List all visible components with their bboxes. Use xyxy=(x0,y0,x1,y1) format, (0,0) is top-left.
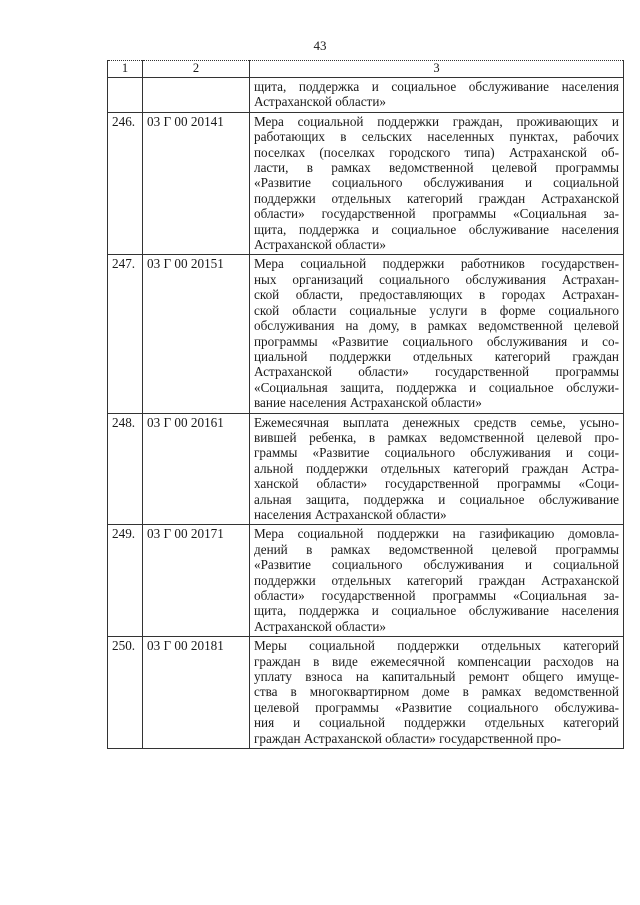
description-line: области» государственной программы «Социальная за- xyxy=(254,206,619,222)
description-cell xyxy=(250,255,624,413)
table-row xyxy=(108,255,624,413)
description-line: поселках (поселках городского типа) Астраханской об- xyxy=(254,144,619,160)
description-line: поддержки отдельных категорий граждан Астраханской xyxy=(254,572,619,588)
header-cell-1: 1 xyxy=(108,61,143,78)
description-line: вившей ребенка, в рамках ведомственной целевой про- xyxy=(254,429,619,445)
description-line: щита, поддержка и социальное обслуживание населения xyxy=(254,221,619,237)
row-number: 246. xyxy=(108,112,143,255)
description-line: ния и социальной поддержки отдельных категорий xyxy=(254,715,619,731)
description-line: Мера социальной поддержки на газификацию домовла- xyxy=(254,526,619,542)
row-number: 250. xyxy=(108,637,143,749)
description-line: Меры социальной поддержки отдельных категорий xyxy=(254,638,619,654)
description-line: щита, поддержка и социальное обслуживание населения xyxy=(254,79,619,94)
description-line: ской области социальные услуги в форме социального xyxy=(254,302,619,318)
description-line: населения Астраханской области» xyxy=(254,506,447,522)
description-line: Мера социальной поддержки граждан, проживающих и xyxy=(254,113,619,129)
table-header-row xyxy=(108,61,624,78)
description-line: альная защита, поддержка и социальное обслуживание xyxy=(254,491,619,507)
description-cell xyxy=(250,413,624,525)
description-line: обслуживания на дому, в рамках ведомственной целевой xyxy=(254,318,619,334)
row-number: 249. xyxy=(108,525,143,637)
table-row xyxy=(108,413,624,525)
row-number: 247. xyxy=(108,255,143,413)
description-cell xyxy=(250,78,624,113)
description-line: «Развитие социального обслуживания и социальной xyxy=(254,175,619,191)
description-line: Мера социальной поддержки работников государствен- xyxy=(254,256,619,272)
description-cell xyxy=(250,112,624,255)
table-row xyxy=(108,112,624,255)
description-line: альной поддержки отдельных категорий граждан Астра- xyxy=(254,460,619,476)
row-number: 248. xyxy=(108,413,143,525)
description-line: программы «Развитие социального обслуживания и со- xyxy=(254,333,619,349)
header-cell-3: 3 xyxy=(250,61,624,78)
description-cell xyxy=(250,525,624,637)
classification-code: 03 Г 00 20161 xyxy=(143,413,250,525)
budget-classification-table xyxy=(107,60,624,749)
description-line: ской области, предоставляющих в городах Астрахан- xyxy=(254,287,619,303)
table-row xyxy=(108,637,624,749)
description-line: ханской области» государственной программы «Соци- xyxy=(254,476,619,492)
description-line: уплату взноса на капитальный ремонт общего имуще- xyxy=(254,669,619,685)
description-line: области» государственной программы «Социальная за- xyxy=(254,588,619,603)
classification-code: 03 Г 00 20171 xyxy=(143,525,250,637)
classification-code: 03 Г 00 20151 xyxy=(143,255,250,413)
description-line: граждан в виде ежемесячной компенсации расходов на xyxy=(254,653,619,669)
classification-code: 03 Г 00 20181 xyxy=(143,637,250,749)
empty-cell xyxy=(143,78,250,113)
page-number: 43 xyxy=(313,38,327,53)
description-line: ласти, в рамках ведомственной целевой программы xyxy=(254,160,619,176)
description-line: циальной поддержки отдельных категорий граждан xyxy=(254,348,619,364)
header-cell-2: 2 xyxy=(143,61,250,78)
description-line: Астраханской области» xyxy=(254,237,386,253)
description-line: Астраханской области» xyxy=(254,94,386,110)
description-line: граждан Астраханской области» государственной про- xyxy=(254,730,562,746)
description-line: «Социальная защита, поддержка и социальное обслужи- xyxy=(254,379,619,395)
classification-code: 03 Г 00 20141 xyxy=(143,112,250,255)
description-line: ства в многоквартирном доме в рамках ведомственной xyxy=(254,684,619,700)
description-line: Астраханской области» xyxy=(254,618,386,634)
description-cell xyxy=(250,637,624,749)
description-line: ных организаций социального обслуживания Астрахан- xyxy=(254,271,619,287)
description-line: «Развитие социального обслуживания и социальной xyxy=(254,557,619,573)
description-line: Астраханской области» государственной программы xyxy=(254,364,619,380)
description-line: граммы «Развитие социального обслуживания и соци- xyxy=(254,445,619,461)
description-line: вание населения Астраханской области» xyxy=(254,395,482,411)
description-line: целевой программы «Развитие социального обслужива- xyxy=(254,699,619,715)
description-line: Ежемесячная выплата денежных средств семье, усыно- xyxy=(254,414,619,430)
description-line: работающих в сельских населенных пунктах, рабочих xyxy=(254,129,619,145)
description-line: дений в рамках ведомственной целевой программы xyxy=(254,541,619,557)
table-row xyxy=(108,525,624,637)
empty-cell xyxy=(108,78,143,113)
description-line: поддержки отдельных категорий граждан Астраханской xyxy=(254,190,619,206)
description-line: щита, поддержка и социальное обслуживание населения xyxy=(254,603,619,619)
table-row-continuation xyxy=(108,78,624,113)
